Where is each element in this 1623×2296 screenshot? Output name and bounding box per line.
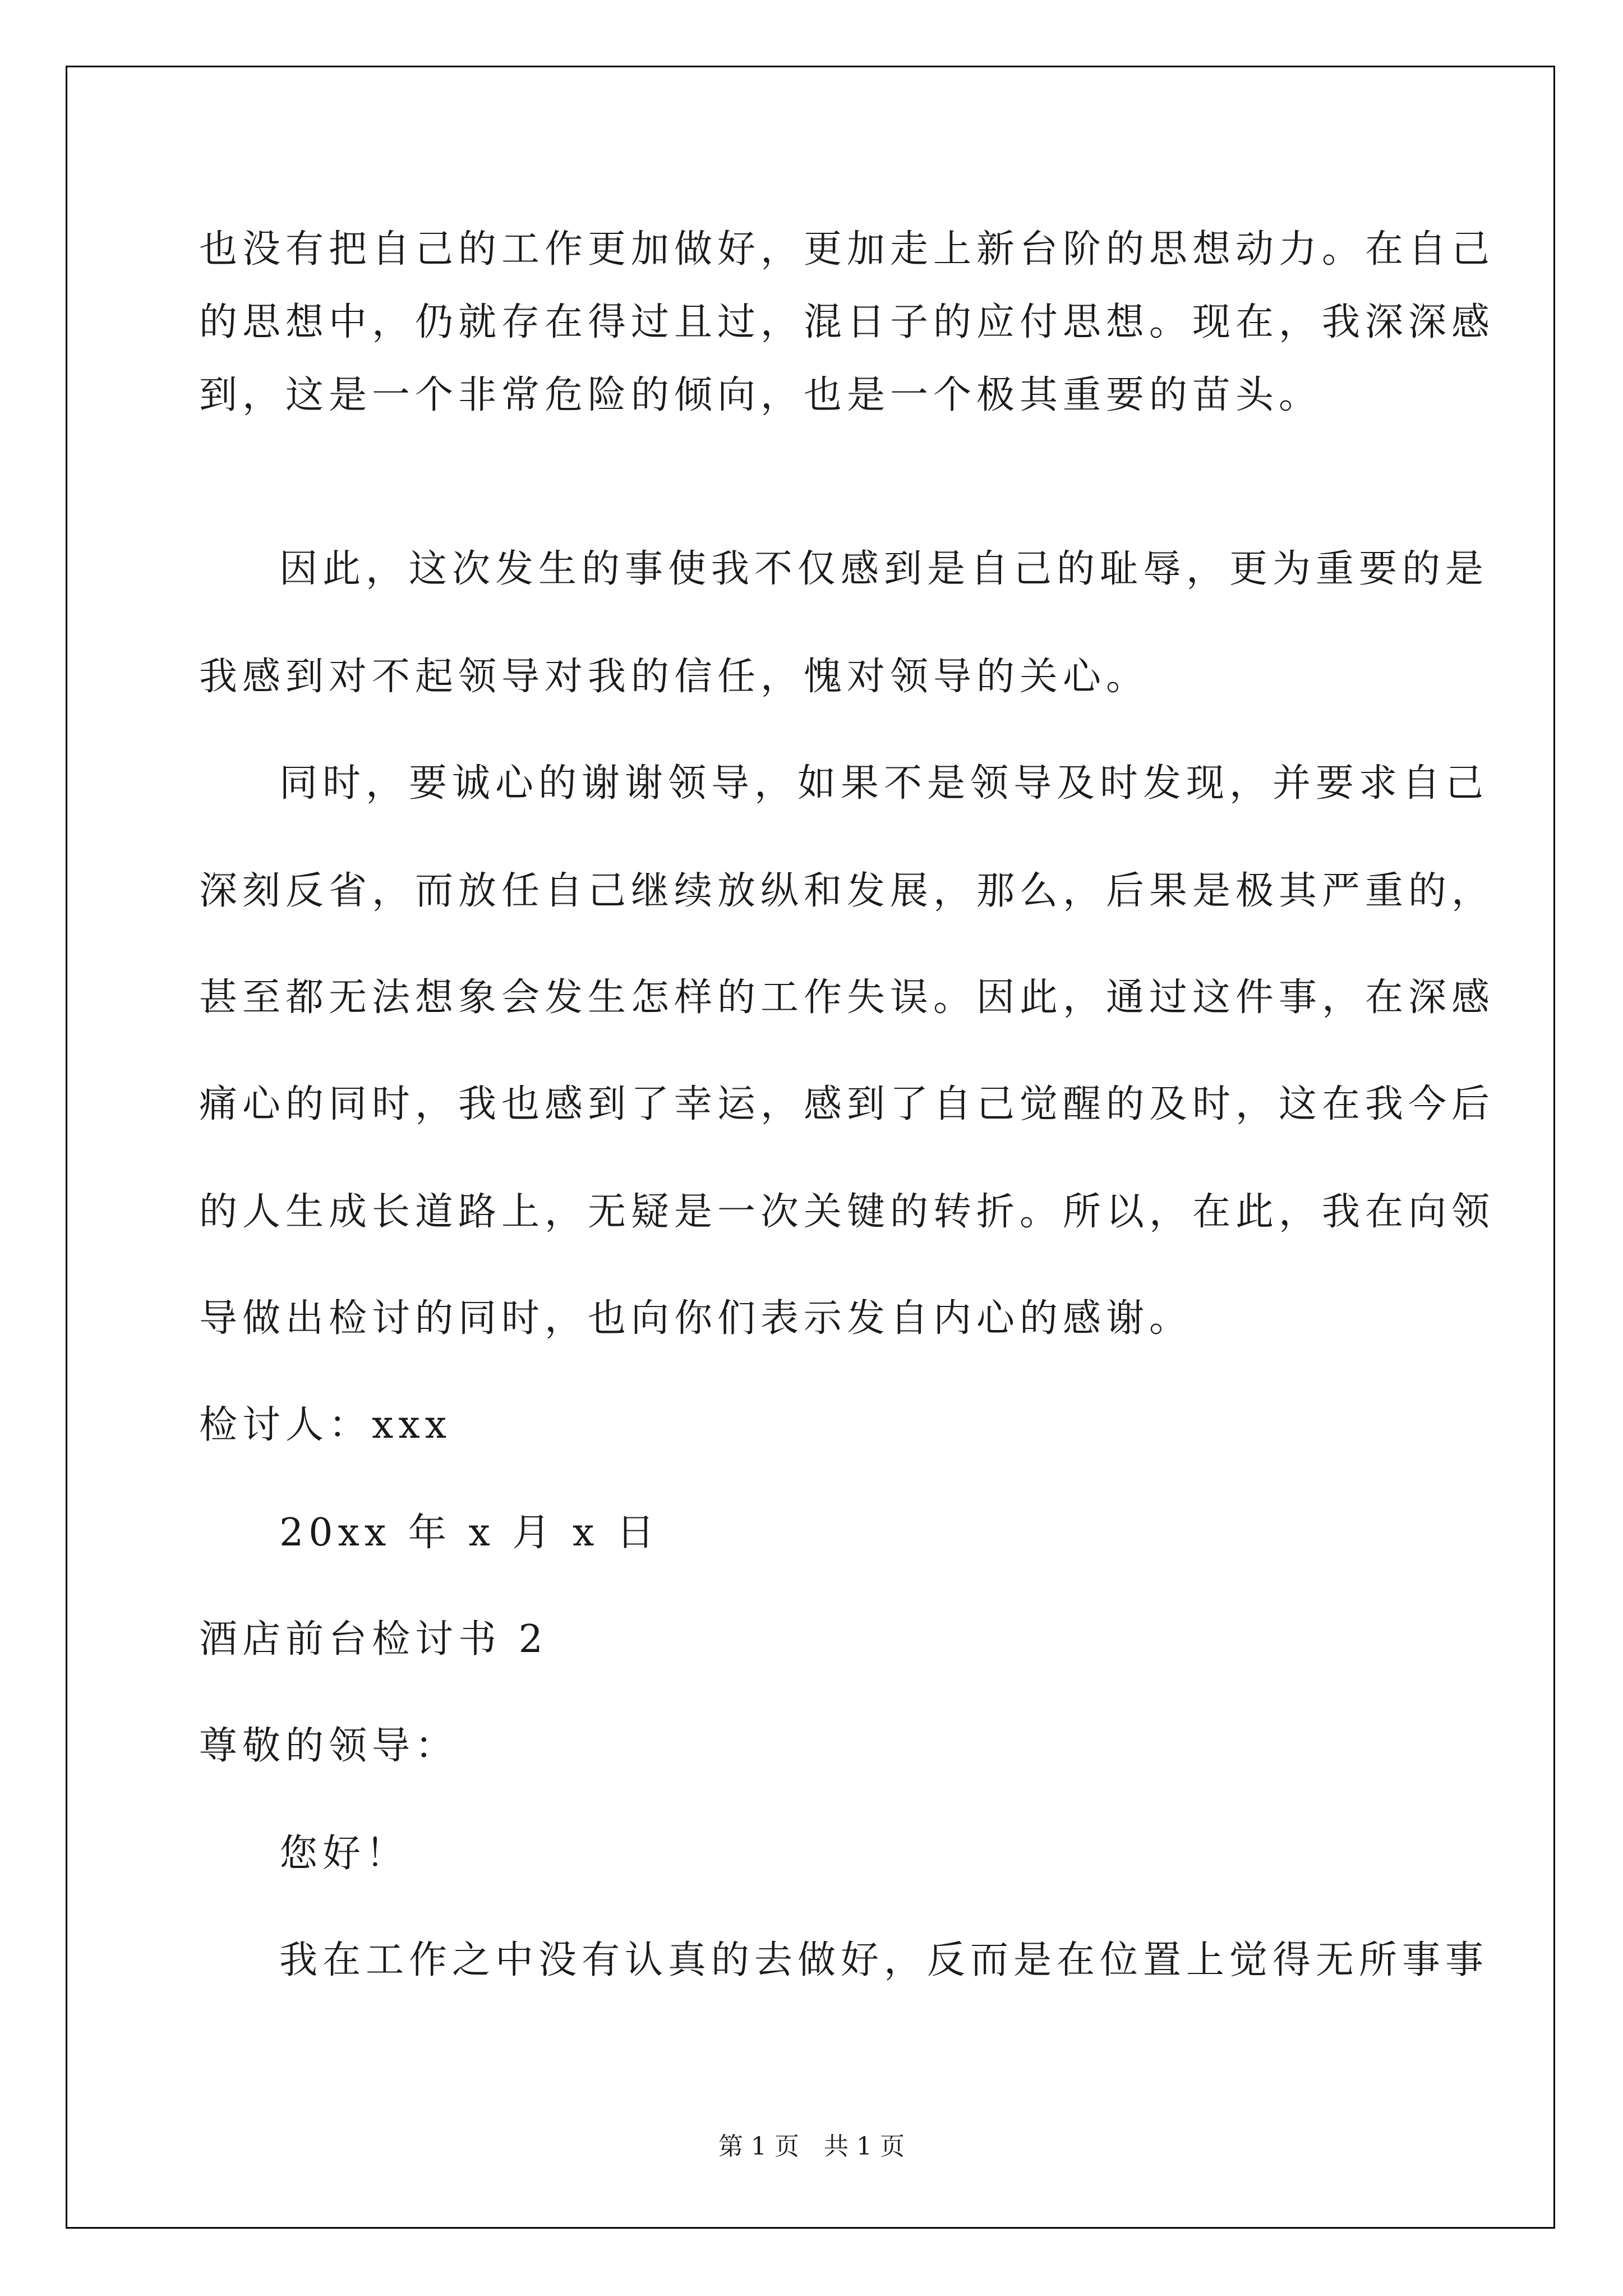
text-line: 甚至都无法想象会发生怎样的工作失误。因此，通过这件事，在深感 (199, 976, 1495, 1020)
greeting: 您好！ (279, 1832, 409, 1876)
text-line: 因此，这次发生的事使我不仅感到是自己的耻辱，更为重要的是 (279, 547, 1489, 591)
text-line: 我感到对不起领导对我的信任，愧对领导的关心。 (199, 655, 1150, 699)
text-line: 深刻反省，而放任自己继续放纵和发展，那么，后果是极其严重的， (199, 869, 1495, 913)
section-title: 酒店前台检讨书 2 (199, 1617, 548, 1662)
salutation: 尊敬的领导： (199, 1724, 459, 1768)
text-line: 痛心的同时，我也感到了幸运，感到了自己觉醒的及时，这在我今后 (199, 1082, 1495, 1126)
text-line: 的人生成长道路上，无疑是一次关键的转折。所以，在此，我在向领 (199, 1190, 1495, 1234)
text-line: 到，这是一个非常危险的倾向，也是一个极其重要的苗头。 (199, 373, 1322, 417)
page-number: 第 1 页 共 1 页 (718, 2132, 905, 2161)
date-line: 20xx 年 x 月 x 日 (279, 1511, 660, 1555)
text-line: 的思想中，仍就存在得过且过，混日子的应付思想。现在，我深深感 (199, 300, 1495, 344)
text-line: 导做出检讨的同时，也向你们表示发自内心的感谢。 (199, 1296, 1193, 1341)
text-line: 同时，要诚心的谢谢领导，如果不是领导及时发现，并要求自己 (279, 761, 1489, 806)
signature-line: 检讨人：xxx (199, 1403, 452, 1447)
text-line: 我在工作之中没有认真的去做好，反而是在位置上觉得无所事事 (279, 1938, 1489, 1982)
text-line: 也没有把自己的工作更加做好，更加走上新台阶的思想动力。在自己 (199, 227, 1495, 272)
